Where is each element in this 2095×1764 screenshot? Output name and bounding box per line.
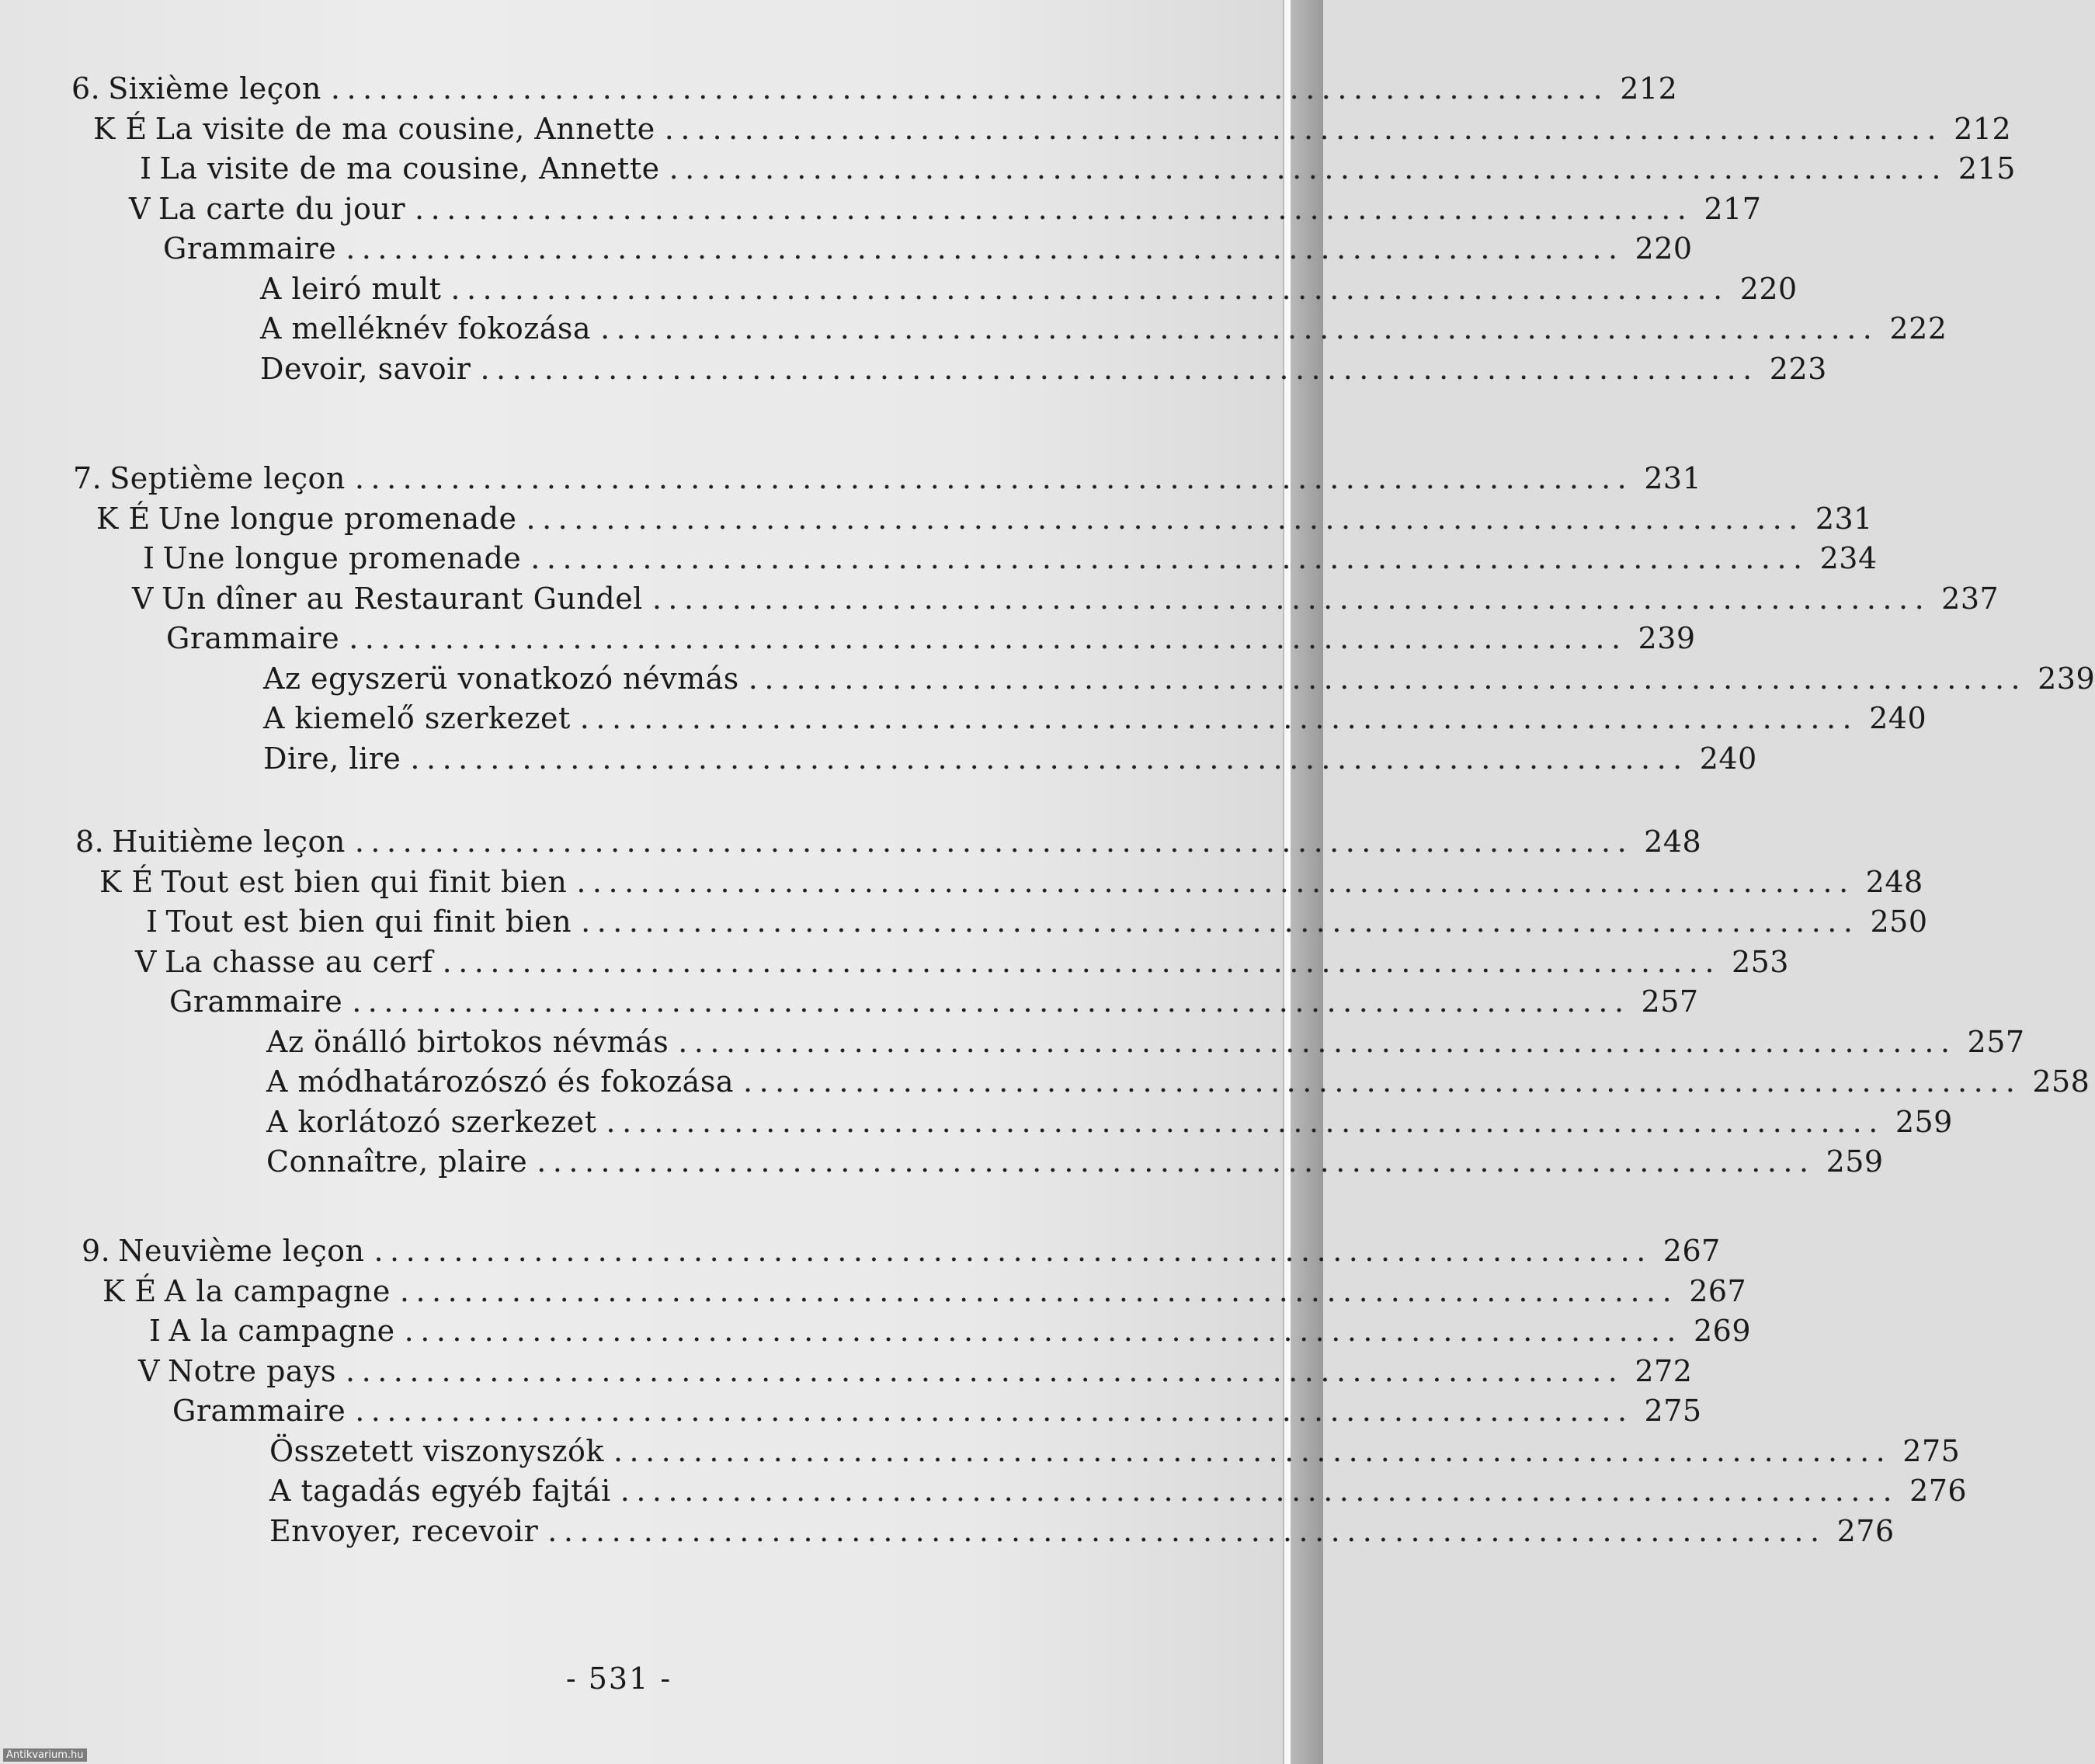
- entry-title: La visite de ma cousine, Annette: [155, 111, 655, 146]
- entry-page-number: 259: [1895, 1104, 1953, 1139]
- entry-type-marker: V: [138, 1353, 160, 1388]
- entry-page-number: 272: [1635, 1353, 1693, 1388]
- entry-title: Dire, lire: [263, 741, 401, 776]
- dot-leader: ................................................................................: [606, 1104, 1885, 1139]
- lesson-heading: [73, 458, 1702, 498]
- entry-page-number: 223: [1769, 351, 1827, 386]
- lesson-heading: [75, 821, 1702, 862]
- page-number: [0, 1662, 1323, 1696]
- entry-title: Az önálló birtokos névmás: [266, 1024, 669, 1059]
- entry-title: Une longue promenade: [162, 541, 522, 575]
- toc-entry-i: [146, 901, 1928, 942]
- entry-type-marker: I: [140, 151, 152, 186]
- entry-title: A la campagne: [164, 1273, 391, 1308]
- entry-page-number: 212: [1954, 111, 2012, 146]
- toc-entry-v: [138, 1351, 1693, 1391]
- entry-type-marker: 6.: [71, 71, 101, 106]
- dot-leader: ................................................................................: [352, 984, 1631, 1019]
- entry-page-number: 276: [1836, 1513, 1895, 1548]
- entry-title: Septième leçon: [109, 461, 346, 495]
- entry-title: Envoyer, recevoir: [269, 1513, 539, 1548]
- entry-title: Grammaire: [166, 621, 340, 655]
- entry-title: A korlátozó szerkezet: [266, 1104, 597, 1139]
- toc-entry-i: [149, 1311, 1752, 1351]
- entry-page-number: 231: [1815, 501, 1873, 536]
- dot-leader: ................................................................................: [748, 661, 2027, 696]
- entry-page-number: 267: [1662, 1234, 1721, 1268]
- entry-page-number: 239: [2038, 661, 2095, 696]
- dot-leader: ................................................................................: [530, 541, 1809, 575]
- toc-entry-ké: [93, 109, 2012, 149]
- entry-page-number: 267: [1689, 1273, 1747, 1308]
- dot-leader: ................................................................................: [579, 701, 1859, 735]
- entry-title: Un dîner au Restaurant Gundel: [161, 581, 643, 616]
- toc-entry-grammar: [172, 1391, 1702, 1431]
- dot-leader: ................................................................................: [547, 1513, 1826, 1548]
- dot-leader: ................................................................................: [576, 864, 1855, 899]
- entry-title: Connaître, plaire: [266, 1144, 528, 1179]
- entry-page-number: 248: [1644, 825, 1702, 859]
- entry-title: A leiró mult: [260, 271, 442, 306]
- entry-type-marker: 9.: [82, 1234, 111, 1268]
- entry-page-number: 258: [2032, 1064, 2090, 1099]
- toc-entry-grammar: [166, 618, 1696, 658]
- toc-entry-subtopic: [266, 1022, 2025, 1062]
- entry-title: La carte du jour: [158, 191, 406, 226]
- entry-page-number: 234: [1819, 541, 1878, 575]
- entry-page-number: 240: [1869, 701, 1927, 735]
- entry-title: Összetett viszonyszók: [269, 1433, 604, 1468]
- toc-entry-grammar: [169, 981, 1699, 1022]
- watermark: Antikvarium.hu: [3, 1748, 87, 1762]
- entry-title: Huitième leçon: [112, 825, 346, 859]
- toc-entry-ké: [96, 498, 1873, 539]
- dot-leader: ................................................................................: [346, 1353, 1624, 1388]
- dot-leader: ................................................................................: [664, 111, 1944, 146]
- entry-title: A melléknév fokozása: [260, 311, 592, 346]
- entry-page-number: 275: [1644, 1394, 1702, 1428]
- dot-leader: ................................................................................: [651, 581, 1931, 616]
- entry-page-number: 248: [1865, 864, 1923, 899]
- page-number-text: - 531 -: [565, 1662, 672, 1696]
- toc-entry-subtopic: [266, 1141, 1884, 1182]
- entry-type-marker: 7.: [73, 461, 102, 495]
- toc-entry-ké: [99, 862, 1923, 902]
- toc-entry-subtopic: [266, 1061, 2090, 1102]
- toc-entry-v: [129, 189, 1762, 229]
- dot-leader: ................................................................................: [404, 1314, 1683, 1348]
- entry-type-marker: 8.: [75, 825, 105, 859]
- toc-entry-subtopic: [269, 1431, 1961, 1471]
- toc-entry-subtopic: [263, 658, 2095, 699]
- entry-page-number: 275: [1902, 1433, 1961, 1468]
- toc-entry-i: [140, 148, 2016, 189]
- toc-entry-subtopic: [269, 1471, 1968, 1511]
- lesson-heading: [71, 68, 1678, 109]
- dot-leader: ................................................................................: [581, 905, 1860, 939]
- entry-title: Az egyszerü vonatkozó névmás: [263, 661, 739, 696]
- entry-page-number: 220: [1739, 271, 1798, 306]
- entry-title: Notre pays: [167, 1353, 337, 1388]
- entry-title: A módhatározószó és fokozása: [266, 1064, 734, 1099]
- entry-type-marker: I: [149, 1314, 162, 1348]
- toc-entry-subtopic: [263, 698, 1927, 738]
- dot-leader: ................................................................................: [442, 944, 1721, 979]
- dot-leader: ................................................................................: [600, 311, 1879, 346]
- dot-leader: ................................................................................: [410, 741, 1689, 776]
- dot-leader: ................................................................................: [354, 461, 1634, 495]
- entry-type-marker: K É: [93, 111, 148, 146]
- toc-entry-ké: [102, 1271, 1747, 1311]
- dot-leader: ................................................................................: [355, 1394, 1634, 1428]
- dot-leader: ................................................................................: [678, 1024, 1957, 1059]
- toc-entry-subtopic: [269, 1511, 1895, 1551]
- entry-page-number: 231: [1644, 461, 1702, 495]
- dot-leader: ................................................................................: [330, 71, 1610, 106]
- dot-leader: ................................................................................: [480, 351, 1759, 386]
- toc-entry-subtopic: [260, 269, 1798, 309]
- dot-leader: ................................................................................: [620, 1474, 1899, 1508]
- toc-entry-subtopic: [260, 349, 1827, 389]
- entry-type-marker: K É: [102, 1273, 157, 1308]
- entry-page-number: 259: [1826, 1144, 1884, 1179]
- dot-leader: ................................................................................: [669, 151, 1947, 186]
- dot-leader: ................................................................................: [373, 1234, 1652, 1268]
- dot-leader: ................................................................................: [354, 825, 1634, 859]
- entry-title: Grammaire: [172, 1394, 346, 1428]
- entry-type-marker: K É: [96, 501, 151, 536]
- entry-page-number: 239: [1638, 621, 1696, 655]
- entry-page-number: 276: [1909, 1474, 1968, 1508]
- entry-type-marker: V: [129, 191, 151, 226]
- entry-title: A tagadás egyéb fajtái: [269, 1474, 611, 1508]
- dot-leader: ................................................................................: [450, 271, 1729, 306]
- entry-title: Tout est bien qui finit bien: [165, 905, 572, 939]
- entry-title: Grammaire: [163, 231, 337, 266]
- toc-entry-subtopic: [266, 1102, 1953, 1142]
- lesson-heading: [82, 1231, 1721, 1271]
- dot-leader: ................................................................................: [537, 1144, 1815, 1179]
- entry-type-marker: V: [132, 581, 154, 616]
- dot-leader: ................................................................................: [349, 621, 1628, 655]
- entry-type-marker: K É: [99, 864, 154, 899]
- dot-leader: ................................................................................: [415, 191, 1694, 226]
- toc-entry-i: [143, 538, 1878, 578]
- entry-page-number: 215: [1958, 151, 2016, 186]
- toc-entry-v: [135, 942, 1789, 982]
- entry-page-number: 250: [1870, 905, 1928, 939]
- entry-page-number: 222: [1889, 311, 1947, 346]
- entry-title: La visite de ma cousine, Annette: [159, 151, 660, 186]
- entry-page-number: 220: [1635, 231, 1693, 266]
- entry-page-number: 253: [1731, 944, 1789, 979]
- entry-title: Tout est bien qui finit bien: [161, 864, 568, 899]
- entry-type-marker: V: [135, 944, 157, 979]
- entry-title: Devoir, savoir: [260, 351, 471, 386]
- entry-title: Grammaire: [169, 984, 343, 1019]
- dot-leader: ................................................................................: [346, 231, 1624, 266]
- entry-page-number: 269: [1694, 1314, 1752, 1348]
- entry-title: A la campagne: [169, 1314, 395, 1348]
- toc-entry-subtopic: [263, 738, 1757, 779]
- dot-leader: ................................................................................: [526, 501, 1805, 536]
- entry-page-number: 257: [1641, 984, 1699, 1019]
- dot-leader: ................................................................................: [742, 1064, 2022, 1099]
- toc-entry-grammar: [163, 228, 1693, 269]
- entry-title: Une longue promenade: [158, 501, 517, 536]
- dot-leader: ................................................................................: [613, 1433, 1892, 1468]
- entry-type-marker: I: [143, 541, 155, 575]
- entry-title: Sixième leçon: [108, 71, 321, 106]
- entry-page-number: 217: [1704, 191, 1762, 226]
- entry-title: A kiemelő szerkezet: [263, 701, 571, 735]
- entry-page-number: 237: [1941, 581, 1999, 616]
- entry-type-marker: I: [146, 905, 158, 939]
- dot-leader: ................................................................................: [399, 1273, 1679, 1308]
- toc-entry-subtopic: [260, 308, 1947, 349]
- entry-page-number: 212: [1620, 71, 1678, 106]
- entry-title: Neuvième leçon: [118, 1234, 365, 1268]
- entry-title: La chasse au cerf: [164, 944, 433, 979]
- entry-page-number: 257: [1967, 1024, 2025, 1059]
- entry-page-number: 240: [1699, 741, 1757, 776]
- toc-entry-v: [132, 578, 1999, 619]
